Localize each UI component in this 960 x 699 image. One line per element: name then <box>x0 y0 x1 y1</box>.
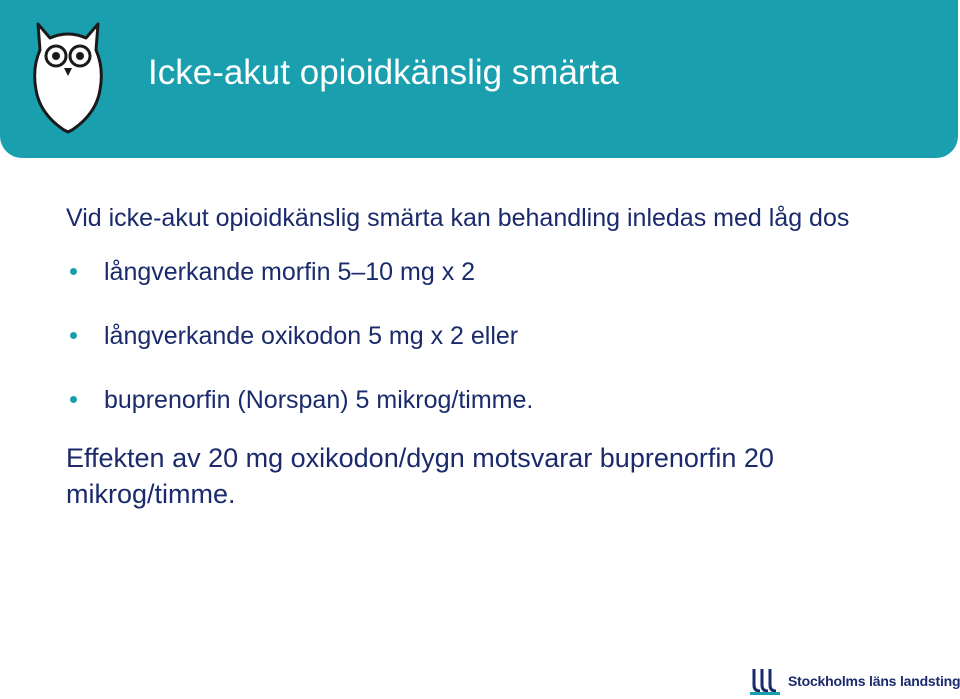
bullet-item <box>66 322 926 350</box>
outro-text: Effekten av 20 mg oxikodon/dygn motsvarar buprenorfin 20 mikrog/timme. <box>66 443 774 509</box>
bullet-icon <box>70 332 77 339</box>
slide-body <box>66 198 926 512</box>
bullet-item <box>66 386 926 414</box>
bullet-text: buprenorfin (Norspan) 5 mikrog/timme. <box>104 386 534 414</box>
owl-icon <box>28 16 108 134</box>
logo-text: Stockholms läns landsting <box>788 673 960 689</box>
header-bar <box>0 0 958 158</box>
bullet-icon <box>70 396 77 403</box>
bullet-list <box>66 258 926 414</box>
footer-logo <box>750 666 960 696</box>
bullet-icon <box>70 268 77 275</box>
bullet-item <box>66 258 926 286</box>
sll-logo-icon <box>750 667 780 695</box>
intro-text: Vid icke-akut opioidkänslig smärta kan behandling inledas med låg dos <box>66 204 850 232</box>
bullet-text: långverkande oxikodon 5 mg x 2 eller <box>104 322 519 350</box>
slide-title: Icke-akut opioidkänslig smärta <box>148 53 619 92</box>
bullet-text: långverkande morfin 5–10 mg x 2 <box>104 258 476 286</box>
